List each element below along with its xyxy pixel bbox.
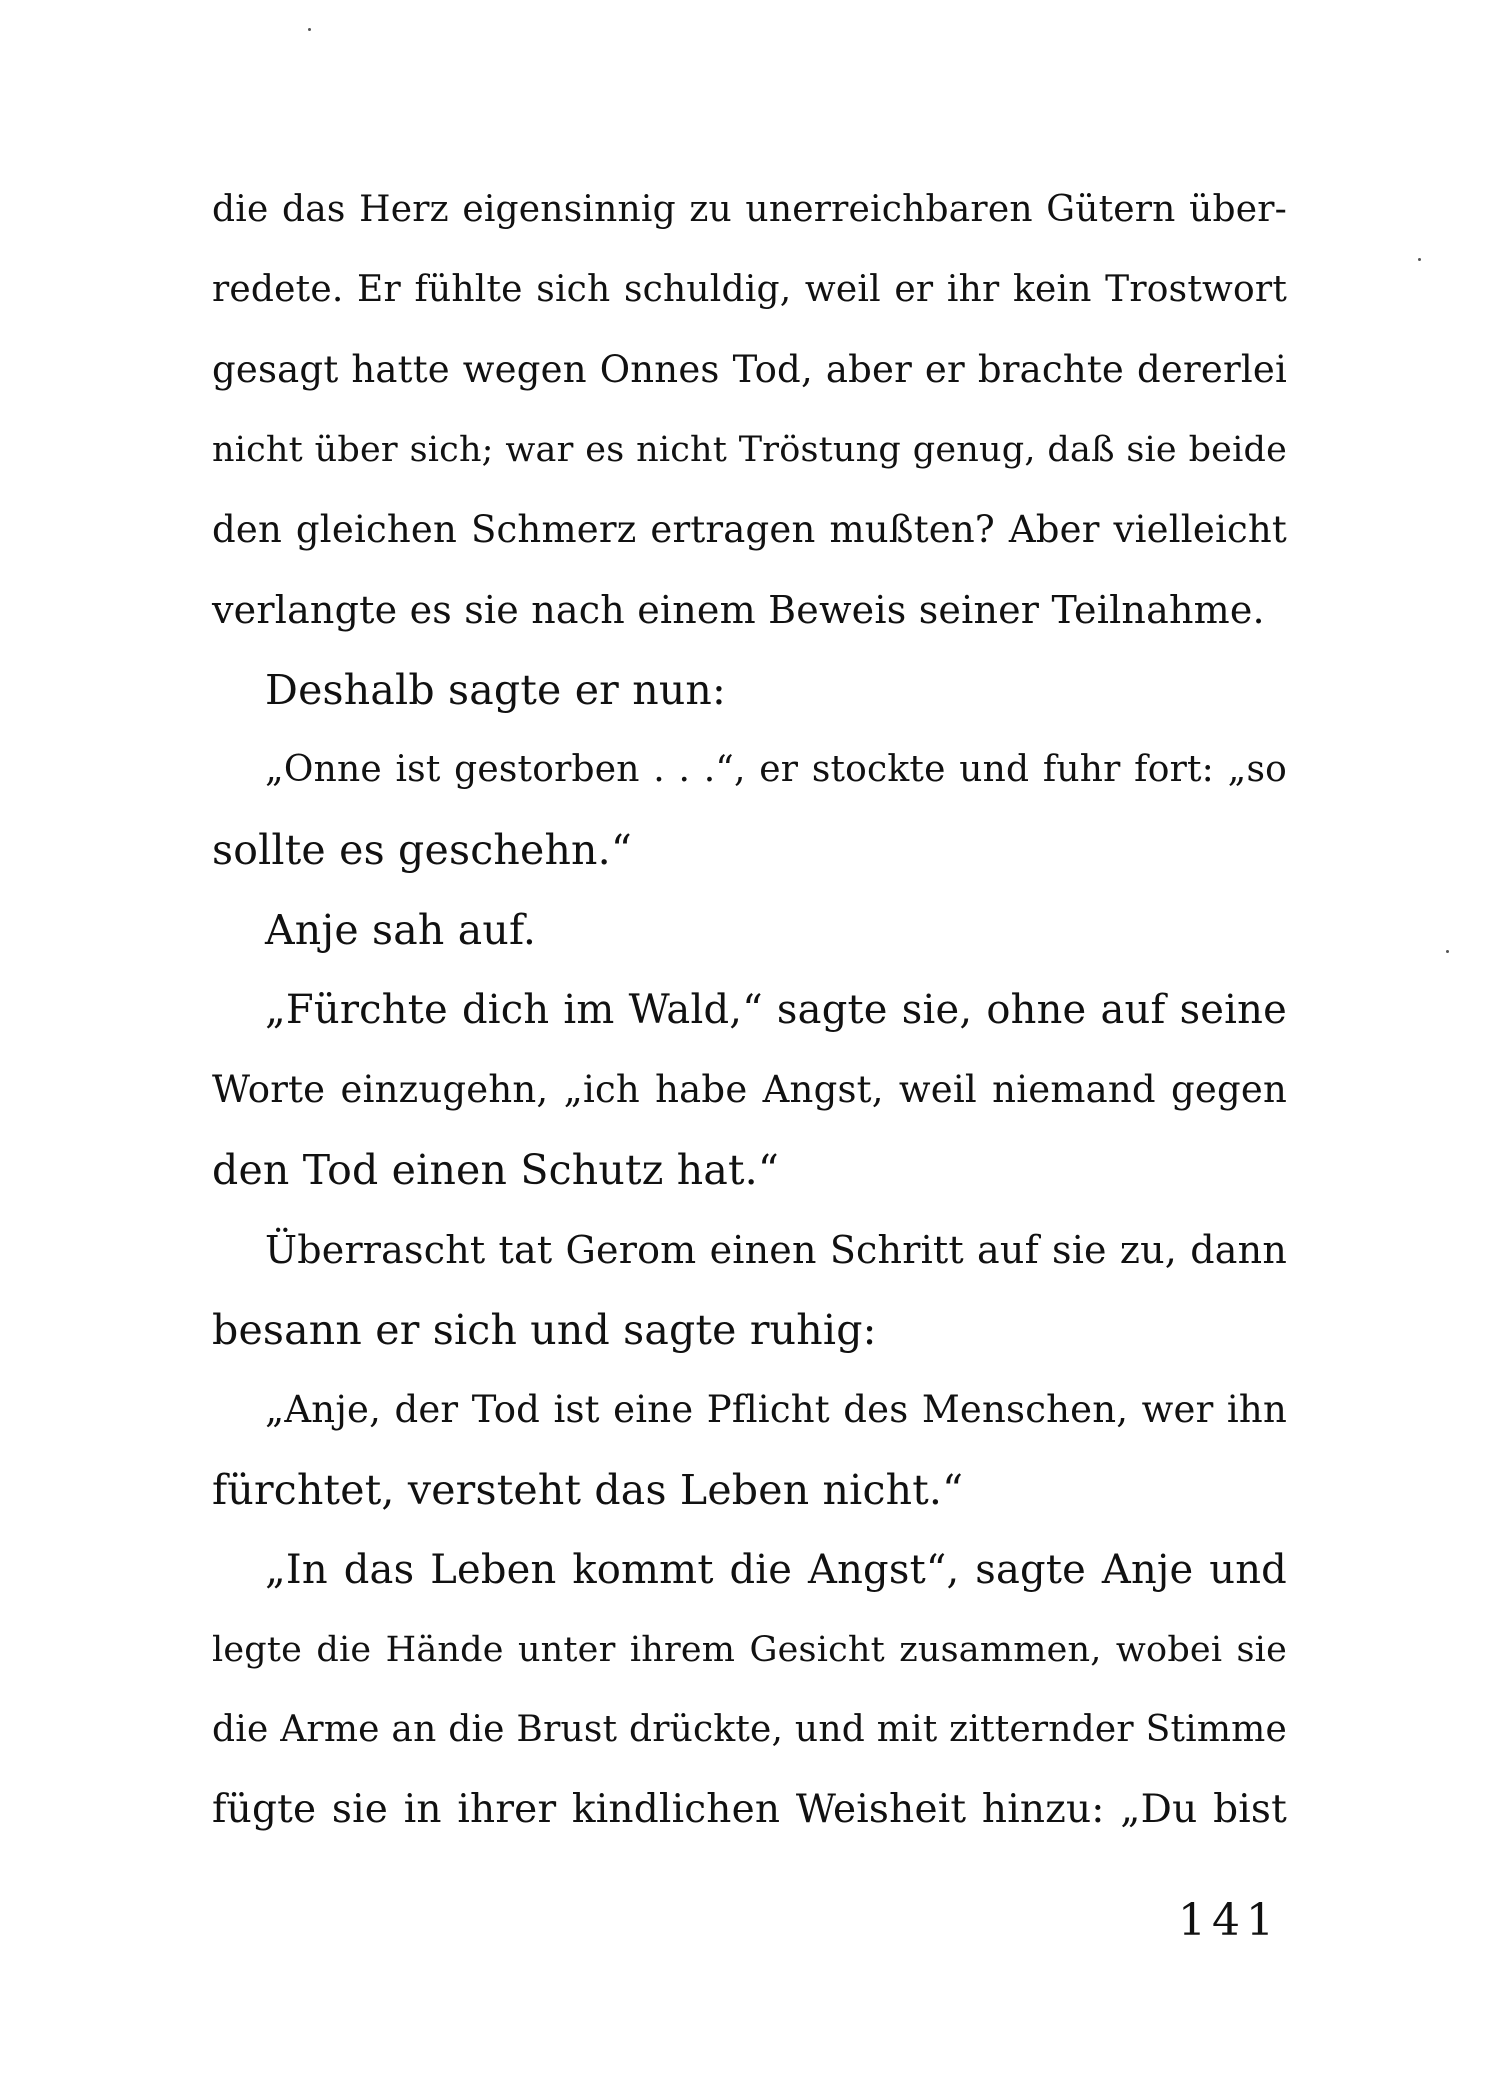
paper-speck — [1418, 258, 1421, 261]
text-line: den gleichen Schmerz ertragen mußten? Aber vielleicht — [212, 508, 1287, 551]
text-line: Überrascht tat Gerom einen Schritt auf sie zu, dann — [265, 1228, 1287, 1272]
text-line: die das Herz eigensinnig zu unerreichbaren Gütern über- — [212, 189, 1287, 230]
text-line: legte die Hände unter ihrem Gesicht zusammen, wobei sie — [212, 1630, 1287, 1670]
body-text — [212, 170, 1287, 1850]
text-line: besann er sich und sagte ruhig: — [212, 1306, 877, 1354]
text-line: „In das Leben kommt die Angst“, sagte Anje und — [265, 1547, 1287, 1593]
text-line: den Tod einen Schutz hat.“ — [212, 1146, 780, 1194]
text-line: Deshalb sagte er nun: — [265, 666, 727, 714]
text-line: Anje sah auf. — [265, 906, 537, 954]
paper-speck — [1446, 950, 1449, 953]
page-number: 141 — [1178, 1895, 1280, 1946]
text-line: „Fürchte dich im Wald,“ sagte sie, ohne auf seine — [265, 987, 1287, 1033]
text-line: die Arme an die Brust drückte, und mit zitternder Stimme — [212, 1709, 1287, 1750]
text-line: redete. Er fühlte sich schuldig, weil er ihr kein Trostwort — [212, 269, 1287, 310]
text-line: Worte einzugehn, „ich habe Angst, weil niemand gegen — [212, 1068, 1287, 1111]
text-line: gesagt hatte wegen Onnes Tod, aber er brachte dererlei — [212, 348, 1287, 391]
text-line: „Onne ist gestorben . . .“, er stockte und fuhr fort: „so — [265, 749, 1287, 790]
text-line: fügte sie in ihrer kindlichen Weisheit hinzu: „Du bist — [212, 1787, 1287, 1832]
text-line: fürchtet, versteht das Leben nicht.“ — [212, 1466, 964, 1514]
text-line: „Anje, der Tod ist eine Pflicht des Menschen, wer ihn — [265, 1388, 1287, 1431]
text-line: sollte es geschehn.“ — [212, 826, 633, 874]
text-line: nicht über sich; war es nicht Tröstung genug, daß sie beide — [212, 430, 1287, 470]
text-line: verlangte es sie nach einem Beweis seiner Teilnahme. — [212, 588, 1265, 632]
paper-speck — [308, 28, 311, 31]
